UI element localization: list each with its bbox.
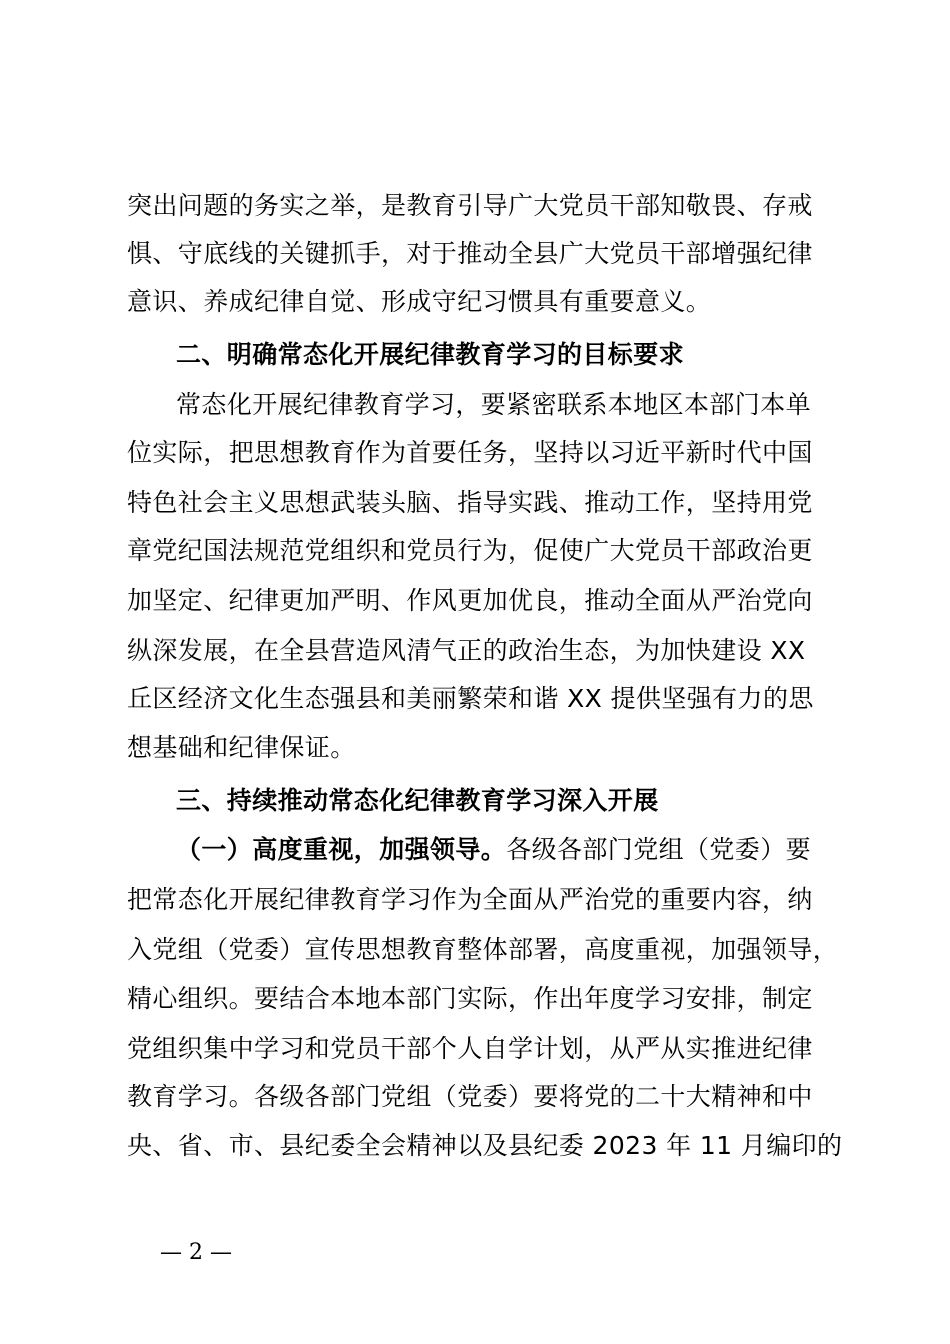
paragraph-line: 纵深发展，在全县营造风清气正的政治生态，为加快建设 XX <box>127 636 806 665</box>
paragraph-line: 惧、守底线的关键抓手，对于推动全县广大党员干部增强纪律 <box>127 239 813 268</box>
paragraph-line: 章党纪国法规范党组织和党员行为，促使广大党员干部政治更 <box>127 536 813 565</box>
paragraph-line: 意识、养成纪律自觉、形成守纪习惯具有重要意义。 <box>127 287 712 316</box>
section-heading-2: 二、明确常态化开展纪律教育学习的目标要求 <box>176 340 685 369</box>
subsection-heading-1: （一）高度重视，加强领导。 <box>176 835 507 864</box>
paragraph-line: 位实际，把思想教育作为首要任务，坚持以习近平新时代中国 <box>127 438 813 467</box>
paragraph-line: 教育学习。各级各部门党组（党委）要将党的二十大精神和中 <box>127 1082 813 1111</box>
paragraph-line: 想基础和纪律保证。 <box>127 733 356 762</box>
paragraph-line: 党组织集中学习和党员干部个人自学计划，从严从实推进纪律 <box>127 1034 813 1063</box>
paragraph-line: 丘区经济文化生态强县和美丽繁荣和谐 XX 提供坚强有力的思 <box>127 684 814 713</box>
page-number: — 2 — <box>160 1240 232 1265</box>
subsection-text: 各级各部门党组（党委）要 <box>506 835 812 864</box>
paragraph-line: 突出问题的务实之举，是教育引导广大党员干部知敬畏、存戒 <box>127 191 813 220</box>
subsection-line <box>176 829 896 871</box>
paragraph-line: 央、省、市、县纪委全会精神以及县纪委 2023 年 11 月编印的 <box>127 1131 843 1160</box>
section-heading-3: 三、持续推动常态化纪律教育学习深入开展 <box>176 786 659 815</box>
paragraph-line: 加坚定、纪律更加严明、作风更加优良，推动全面从严治党向 <box>127 586 813 615</box>
paragraph-line: 精心组织。要结合本地本部门实际，作出年度学习安排，制定 <box>127 984 813 1013</box>
paragraph-line: 把常态化开展纪律教育学习作为全面从严治党的重要内容，纳 <box>127 885 813 914</box>
paragraph-line: 常态化开展纪律教育学习，要紧密联系本地区本部门本单 <box>176 390 812 419</box>
paragraph-line: 特色社会主义思想武装头脑、指导实践、推动工作，坚持用党 <box>127 488 813 517</box>
paragraph-line: 入党组（党委）宣传思想教育整体部署，高度重视，加强领导， <box>127 935 839 964</box>
